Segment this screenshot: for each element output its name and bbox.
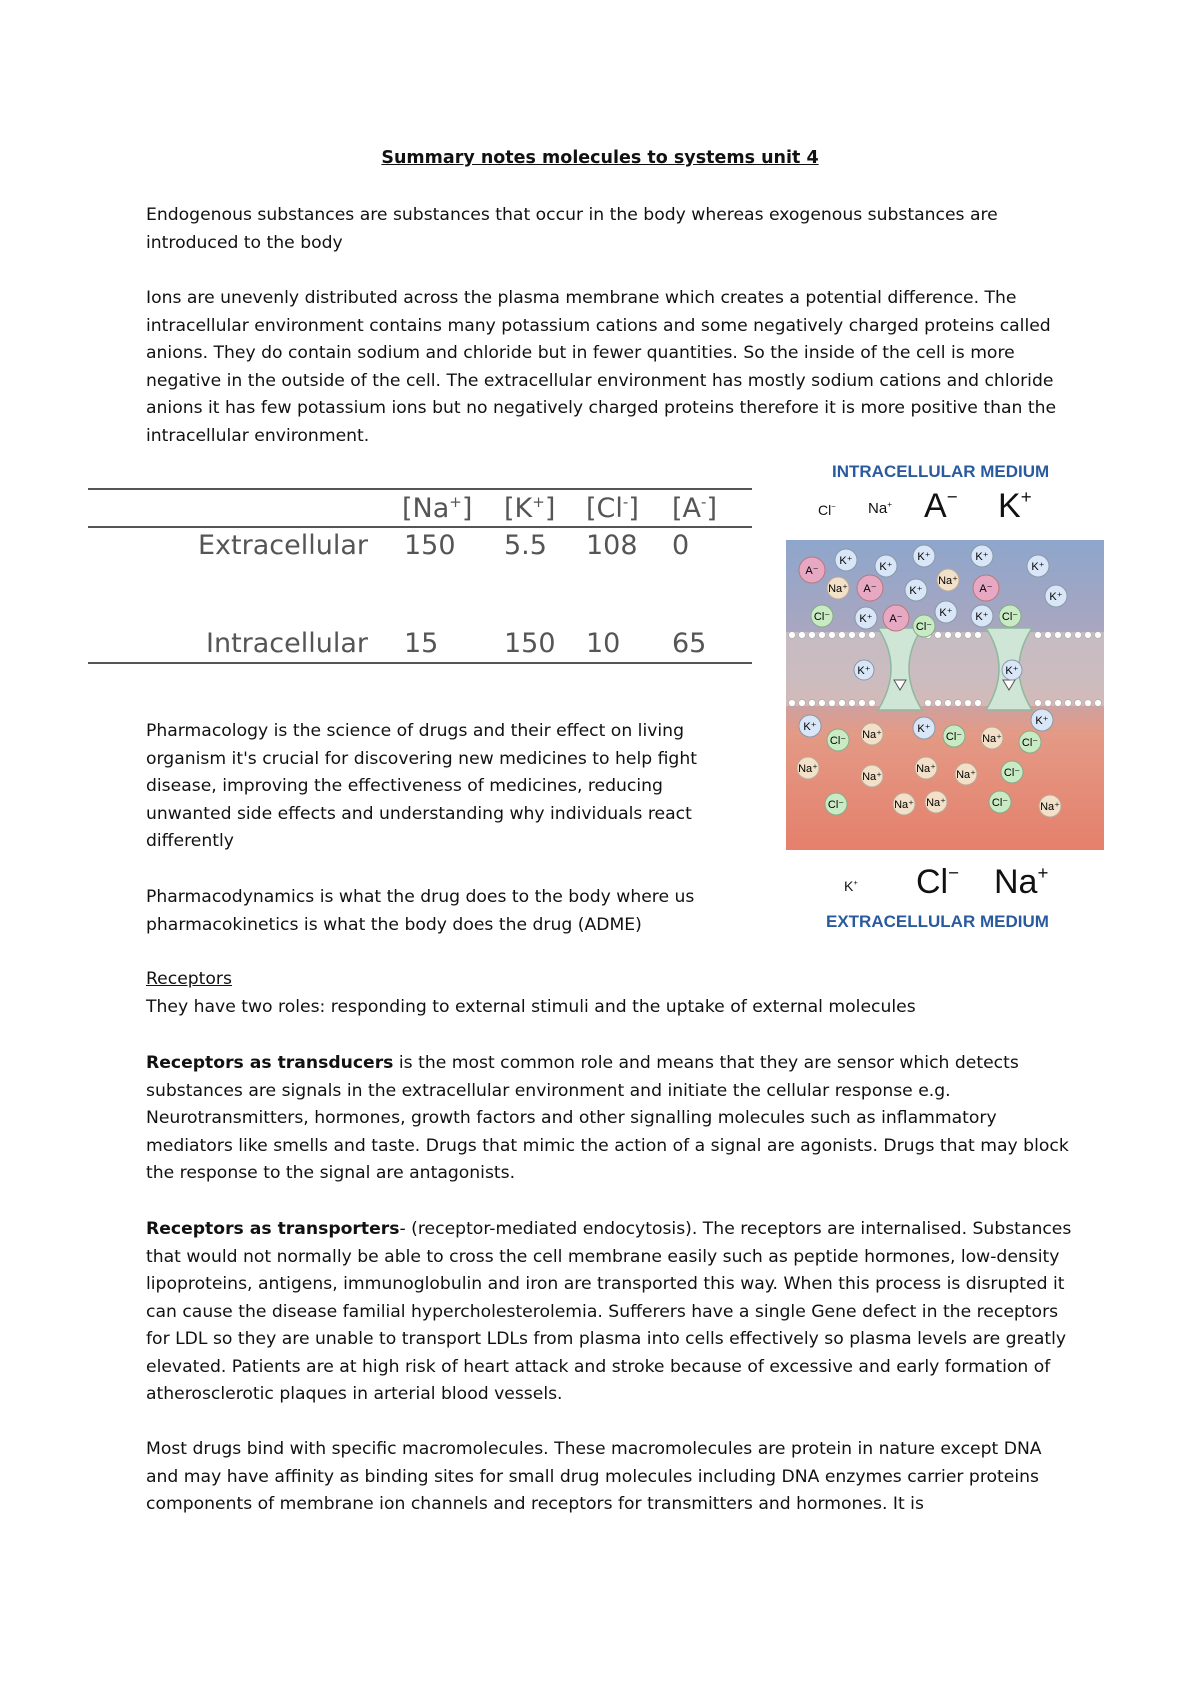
- ion-na-bubble: [861, 723, 883, 745]
- ion-k-bubble: [1045, 585, 1067, 607]
- membrane-illustration: [786, 540, 1104, 850]
- svg-text:K⁺: K⁺: [857, 665, 871, 677]
- svg-text:K⁺: K⁺: [1035, 715, 1049, 727]
- ion-cl-bubble: [1001, 761, 1023, 783]
- row-label-intracellular: Intracellular: [206, 628, 369, 659]
- svg-text:Na⁺: Na⁺: [862, 729, 882, 741]
- ion-k-bubble: [854, 660, 874, 680]
- svg-text:Na⁺: Na⁺: [1040, 801, 1060, 813]
- ion-concentration-table: [88, 488, 752, 666]
- cell-intra-a: 65: [672, 628, 707, 659]
- svg-text:K⁺: K⁺: [859, 613, 873, 625]
- ion-k-bubble: [935, 601, 957, 623]
- ion-cl-bubble: [811, 605, 833, 627]
- svg-text:Na⁺: Na⁺: [828, 583, 848, 595]
- cell-intra-cl: 10: [586, 628, 621, 659]
- svg-text:K⁺: K⁺: [839, 555, 853, 567]
- svg-text:Na⁺: Na⁺: [862, 771, 882, 783]
- svg-text:K⁺: K⁺: [917, 723, 931, 735]
- svg-text:Na⁺: Na⁺: [956, 769, 976, 781]
- svg-text:Cl⁻: Cl⁻: [1001, 611, 1019, 623]
- ion-na-bubble: [827, 577, 849, 599]
- svg-text:Na⁺: Na⁺: [926, 797, 946, 809]
- ion-a-bubble: [883, 605, 909, 631]
- ion-k-bubble: [905, 579, 927, 601]
- ion-na-bubble: [1039, 795, 1061, 817]
- svg-text:A⁻: A⁻: [979, 583, 993, 595]
- ion-na-bubble: [981, 727, 1003, 749]
- top-ion-a: A−: [924, 486, 958, 526]
- top-ion-k: K+: [998, 486, 1032, 526]
- header-k: [K+]: [504, 493, 556, 524]
- paragraph-endogenous: Endogenous substances are substances that occur in the body whereas exogenous substances are introduced to the body: [146, 205, 998, 253]
- cell-extra-k: 5.5: [504, 530, 547, 561]
- header-na: [Na+]: [402, 493, 473, 524]
- ion-na-bubble: [893, 793, 915, 815]
- paragraph-pharmacodynamics: Pharmacodynamics is what the drug does to the body where us pharmacokinetics is what the body does the drug (ADME): [146, 887, 695, 935]
- receptors-section: [146, 966, 1076, 1021]
- ion-na-bubble: [797, 757, 819, 779]
- cell-intra-na: 15: [404, 628, 439, 659]
- svg-text:Na⁺: Na⁺: [894, 799, 914, 811]
- ion-k-bubble: [875, 555, 897, 577]
- ion-a-bubble: [973, 575, 999, 601]
- paragraph-transducers: Receptors as transducers is the most common role and means that they are sensor which detects substances are signals in the extracellular environment and initiate the cellular response e.g. Neurotransmitters, hormones, growth factors and other signalling molecules such as inflammatory mediators like smells and taste. Drugs that mimic the action of a signal are agonists. Drugs that may block the response to the signal are antagonists.: [146, 1053, 1069, 1183]
- paragraph-ions: Ions are unevenly distributed across the plasma membrane which creates a potential difference. The intracellular environment contains many potassium cations and some negatively charged proteins called anions. They do contain sodium and chloride but in fewer quantities. So the inside of the cell is more negative in the outside of the cell. The extracellular environment has mostly sodium cations and chloride anions it has few potassium ions but no negatively charged proteins therefore it is more positive than the intracellular environment.: [146, 288, 1057, 446]
- svg-text:Cl⁻: Cl⁻: [827, 799, 845, 811]
- ion-cl-bubble: [1019, 731, 1041, 753]
- bottom-ion-na: Na+: [994, 862, 1049, 902]
- header-a: [A-]: [672, 493, 717, 524]
- svg-text:Na⁺: Na⁺: [938, 575, 958, 587]
- ion-a-bubble: [799, 557, 825, 583]
- svg-text:Na⁺: Na⁺: [798, 763, 818, 775]
- row-label-extracellular: Extracellular: [198, 530, 368, 561]
- ion-na-bubble: [937, 569, 959, 591]
- bottom-ion-k: K+: [844, 878, 858, 894]
- table-bottom-rule: [88, 662, 752, 664]
- paragraph-pharmacology: Pharmacology is the science of drugs and their effect on living organism it's crucial for discovering new medicines to help fight disease, improving the effectiveness of medicines, reducing unwanted side effects and understanding why individuals react differently: [146, 721, 697, 851]
- ion-k-bubble: [835, 549, 857, 571]
- svg-text:Na⁺: Na⁺: [916, 763, 936, 775]
- bottom-ion-cl: Cl−: [916, 862, 960, 902]
- svg-text:K⁺: K⁺: [917, 551, 931, 563]
- lipid-bilayer: [786, 632, 1104, 707]
- ion-k-bubble: [855, 607, 877, 629]
- table-top-rule: [88, 488, 752, 490]
- svg-text:Cl⁻: Cl⁻: [829, 735, 847, 747]
- top-ion-cl: Cl−: [818, 502, 836, 518]
- ion-cl-bubble: [913, 615, 935, 637]
- svg-text:A⁻: A⁻: [889, 613, 903, 625]
- table-header-rule: [88, 526, 752, 528]
- ion-k-bubble: [799, 715, 821, 737]
- top-ion-na: Na+: [868, 500, 893, 518]
- svg-text:K⁺: K⁺: [1005, 665, 1019, 677]
- ion-cl-bubble: [825, 793, 847, 815]
- ion-k-bubble: [971, 545, 993, 567]
- ion-na-bubble: [861, 765, 883, 787]
- ion-cl-bubble: [989, 791, 1011, 813]
- svg-text:A⁻: A⁻: [863, 583, 877, 595]
- ion-k-bubble: [1027, 555, 1049, 577]
- svg-text:K⁺: K⁺: [975, 611, 989, 623]
- ion-k-bubble: [913, 717, 935, 739]
- cell-intra-k: 150: [504, 628, 556, 659]
- svg-text:A⁻: A⁻: [805, 565, 819, 577]
- receptors-intro: They have two roles: responding to external stimuli and the uptake of external molecules: [146, 996, 916, 1017]
- ion-cl-bubble: [943, 725, 965, 747]
- svg-text:Cl⁻: Cl⁻: [813, 611, 831, 623]
- svg-text:K⁺: K⁺: [803, 721, 817, 733]
- svg-text:K⁺: K⁺: [1031, 561, 1045, 573]
- ion-k-bubble: [1002, 660, 1022, 680]
- header-cl: [Cl-]: [586, 493, 639, 524]
- cell-extra-na: 150: [404, 530, 456, 561]
- receptors-heading: Receptors: [146, 969, 232, 989]
- paragraph-macromolecules: Most drugs bind with specific macromolecules. These macromolecules are protein in nature except DNA and may have affinity as binding sites for small drug molecules including DNA enzymes carrier proteins components of membrane ion channels and receptors for transmitters and hormones. It is: [146, 1439, 1042, 1514]
- ion-k-bubble: [913, 545, 935, 567]
- ion-k-bubble: [1031, 709, 1053, 731]
- cell-extra-cl: 108: [586, 530, 638, 561]
- ion-na-bubble: [915, 757, 937, 779]
- cell-extra-a: 0: [672, 530, 690, 561]
- svg-text:K⁺: K⁺: [1049, 591, 1063, 603]
- membrane-ion-diagram: [786, 462, 1104, 934]
- svg-text:Cl⁻: Cl⁻: [1003, 767, 1021, 779]
- svg-text:Cl⁻: Cl⁻: [945, 731, 963, 743]
- svg-text:K⁺: K⁺: [909, 585, 923, 597]
- ion-a-bubble: [857, 575, 883, 601]
- ion-k-bubble: [971, 605, 993, 627]
- ion-na-bubble: [925, 791, 947, 813]
- ion-cl-bubble: [999, 605, 1021, 627]
- svg-text:Cl⁻: Cl⁻: [991, 797, 1009, 809]
- ion-cl-bubble: [827, 729, 849, 751]
- svg-text:K⁺: K⁺: [939, 607, 953, 619]
- svg-text:K⁺: K⁺: [879, 561, 893, 573]
- page-title: Summary notes molecules to systems unit 4: [381, 148, 819, 168]
- extracellular-medium-label: EXTRACELLULAR MEDIUM: [826, 912, 1049, 931]
- svg-text:K⁺: K⁺: [975, 551, 989, 563]
- intracellular-medium-label: INTRACELLULAR MEDIUM: [832, 462, 1050, 481]
- svg-text:Cl⁻: Cl⁻: [915, 621, 933, 633]
- svg-text:Cl⁻: Cl⁻: [1021, 737, 1039, 749]
- svg-text:Na⁺: Na⁺: [982, 733, 1002, 745]
- ion-na-bubble: [955, 763, 977, 785]
- paragraph-transporters: Receptors as transporters- (receptor-mediated endocytosis). The receptors are internalised. Substances that would not normally be able to cross the cell membrane easily such as peptide hormones, low-density lipoproteins, antigens, immunoglobulin and iron are transported this way. When this process is disrupted it can cause the disease familial hypercholesterolemia. Sufferers have a single Gene defect in the receptors for LDL so they are unable to transport LDLs from plasma into cells effectively so plasma levels are greatly elevated. Patients are at high risk of heart attack and stroke because of excessive and early formation of atherosclerotic plaques in arterial blood vessels.: [146, 1219, 1072, 1404]
